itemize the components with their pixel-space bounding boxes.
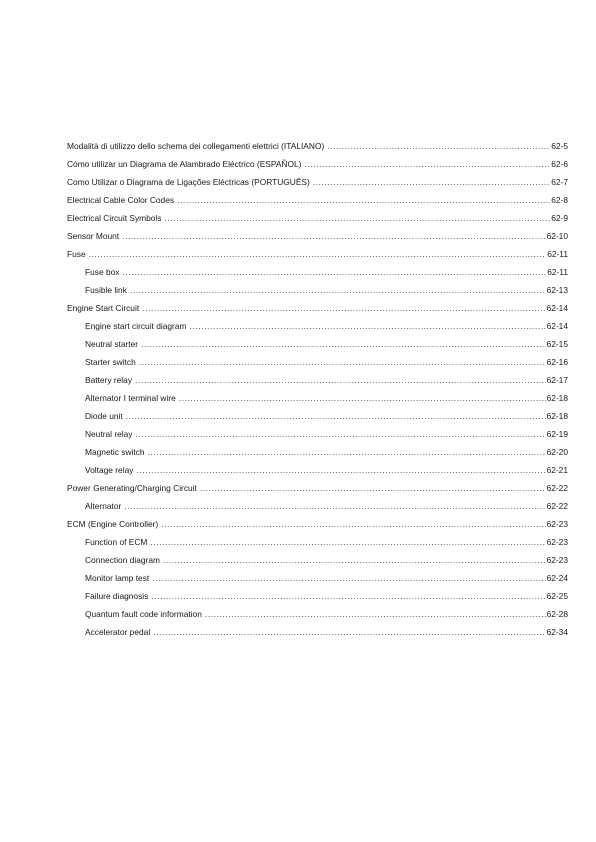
toc-entry-title: Starter switch xyxy=(85,357,136,367)
dot-leader xyxy=(135,371,546,389)
dot-leader xyxy=(122,227,545,245)
toc-entry-page-number: 62-8 xyxy=(551,195,568,205)
toc-entry-title: Failure diagnosis xyxy=(85,591,149,601)
toc-entry[interactable] xyxy=(67,137,568,155)
toc-entry[interactable] xyxy=(67,245,568,263)
toc-entry-page-number: 62-10 xyxy=(546,231,568,241)
dot-leader xyxy=(151,587,545,605)
toc-subentry[interactable] xyxy=(67,623,568,641)
table-of-contents xyxy=(67,137,568,641)
dot-leader xyxy=(150,533,545,551)
toc-entry-title: Power Generating/Charging Circuit xyxy=(67,483,197,493)
dot-leader xyxy=(122,263,546,281)
toc-subentry[interactable] xyxy=(67,569,568,587)
toc-entry-title: Accelerator pedal xyxy=(85,627,151,637)
dot-leader xyxy=(205,605,546,623)
toc-subentry[interactable] xyxy=(67,443,568,461)
dot-leader xyxy=(152,569,545,587)
toc-entry-page-number: 62-21 xyxy=(546,465,568,475)
toc-subentry[interactable] xyxy=(67,605,568,623)
dot-leader xyxy=(177,191,550,209)
toc-entry-page-number: 62-28 xyxy=(546,609,568,619)
dot-leader xyxy=(189,317,545,335)
toc-entry-title: Neutral starter xyxy=(85,339,139,349)
toc-entry-page-number: 62-24 xyxy=(546,573,568,583)
toc-entry-page-number: 62-23 xyxy=(546,555,568,565)
toc-entry-title: Monitor lamp test xyxy=(85,573,150,583)
toc-entry-title: Electrical Cable Color Codes xyxy=(67,195,175,205)
toc-entry[interactable] xyxy=(67,173,568,191)
toc-entry-page-number: 62-9 xyxy=(551,213,568,223)
toc-entry-title: Sensor Mount xyxy=(67,231,120,241)
dot-leader xyxy=(148,443,546,461)
toc-entry-page-number: 62-18 xyxy=(546,393,568,403)
toc-entry[interactable] xyxy=(67,155,568,173)
dot-leader xyxy=(327,137,550,155)
toc-entry-page-number: 62-6 xyxy=(551,159,568,169)
toc-entry-page-number: 62-22 xyxy=(546,501,568,511)
toc-subentry[interactable] xyxy=(67,407,568,425)
toc-entry-page-number: 62-11 xyxy=(547,249,568,259)
toc-subentry[interactable] xyxy=(67,371,568,389)
toc-subentry[interactable] xyxy=(67,263,568,281)
toc-entry-page-number: 62-23 xyxy=(546,519,568,529)
dot-leader xyxy=(153,623,545,641)
dot-leader xyxy=(179,389,546,407)
toc-entry-page-number: 62-5 xyxy=(551,141,568,151)
toc-entry-title: ECM (Engine Controller) xyxy=(67,519,159,529)
toc-entry-page-number: 62-17 xyxy=(546,375,568,385)
dot-leader xyxy=(142,299,545,317)
toc-entry-title: Fuse xyxy=(67,249,86,259)
toc-entry-page-number: 62-20 xyxy=(546,447,568,457)
toc-entry-title: Como Utilizar o Diagrama de Ligações Eléctricas (PORTUGUÊS) xyxy=(67,177,310,187)
toc-subentry[interactable] xyxy=(67,461,568,479)
toc-subentry[interactable] xyxy=(67,317,568,335)
toc-entry-title: Alternator I terminal wire xyxy=(85,393,176,403)
toc-entry[interactable] xyxy=(67,515,568,533)
dot-leader xyxy=(141,335,546,353)
toc-entry[interactable] xyxy=(67,191,568,209)
toc-entry-title: Quantum fault code information xyxy=(85,609,202,619)
dot-leader xyxy=(136,461,545,479)
dot-leader xyxy=(161,515,545,533)
toc-entry-title: Magnetic switch xyxy=(85,447,145,457)
toc-entry[interactable] xyxy=(67,227,568,245)
dot-leader xyxy=(139,353,546,371)
toc-entry-page-number: 62-22 xyxy=(546,483,568,493)
toc-entry[interactable] xyxy=(67,479,568,497)
toc-entry-page-number: 62-7 xyxy=(551,177,568,187)
toc-entry[interactable] xyxy=(67,209,568,227)
toc-entry-page-number: 62-14 xyxy=(546,303,568,313)
toc-entry-page-number: 62-15 xyxy=(546,339,568,349)
dot-leader xyxy=(313,173,550,191)
toc-entry-page-number: 62-11 xyxy=(547,267,568,277)
toc-subentry[interactable] xyxy=(67,281,568,299)
toc-entry-title: Engine start circuit diagram xyxy=(85,321,187,331)
dot-leader xyxy=(126,407,546,425)
toc-subentry[interactable] xyxy=(67,551,568,569)
toc-entry-page-number: 62-23 xyxy=(546,537,568,547)
dot-leader xyxy=(200,479,546,497)
toc-entry-page-number: 62-34 xyxy=(546,627,568,637)
toc-entry-title: Cómo utilizar un Diagrama de Alambrado Eléctrico (ESPAÑOL) xyxy=(67,159,302,169)
toc-entry[interactable] xyxy=(67,299,568,317)
dot-leader xyxy=(164,209,550,227)
toc-entry-title: Battery relay xyxy=(85,375,133,385)
toc-entry-page-number: 62-14 xyxy=(546,321,568,331)
dot-leader xyxy=(130,281,546,299)
dot-leader xyxy=(135,425,545,443)
toc-subentry[interactable] xyxy=(67,425,568,443)
dot-leader xyxy=(304,155,550,173)
toc-subentry[interactable] xyxy=(67,587,568,605)
toc-entry-title: Fuse box xyxy=(85,267,120,277)
toc-entry-title: Neutral relay xyxy=(85,429,133,439)
toc-entry-page-number: 62-16 xyxy=(546,357,568,367)
toc-entry-page-number: 62-13 xyxy=(546,285,568,295)
toc-entry-title: Modalità di utilizzo dello schema dei collegamenti elettrici (ITALIANO) xyxy=(67,141,325,151)
toc-entry-title: Voltage relay xyxy=(85,465,134,475)
dot-leader xyxy=(163,551,546,569)
toc-entry-title: Connection diagram xyxy=(85,555,160,565)
toc-entry-title: Diode unit xyxy=(85,411,123,421)
dot-leader xyxy=(89,245,547,263)
toc-entry-title: Fusible link xyxy=(85,285,127,295)
toc-entry-page-number: 62-25 xyxy=(546,591,568,601)
toc-entry-page-number: 62-19 xyxy=(546,429,568,439)
toc-entry-title: Function of ECM xyxy=(85,537,148,547)
toc-subentry[interactable] xyxy=(67,497,568,515)
toc-entry-title: Electrical Circuit Symbols xyxy=(67,213,162,223)
toc-entry-title: Engine Start Circuit xyxy=(67,303,140,313)
toc-subentry[interactable] xyxy=(67,335,568,353)
dot-leader xyxy=(124,497,545,515)
toc-subentry[interactable] xyxy=(67,353,568,371)
toc-subentry[interactable] xyxy=(67,389,568,407)
toc-entry-page-number: 62-18 xyxy=(546,411,568,421)
toc-subentry[interactable] xyxy=(67,533,568,551)
toc-entry-title: Alternator xyxy=(85,501,122,511)
